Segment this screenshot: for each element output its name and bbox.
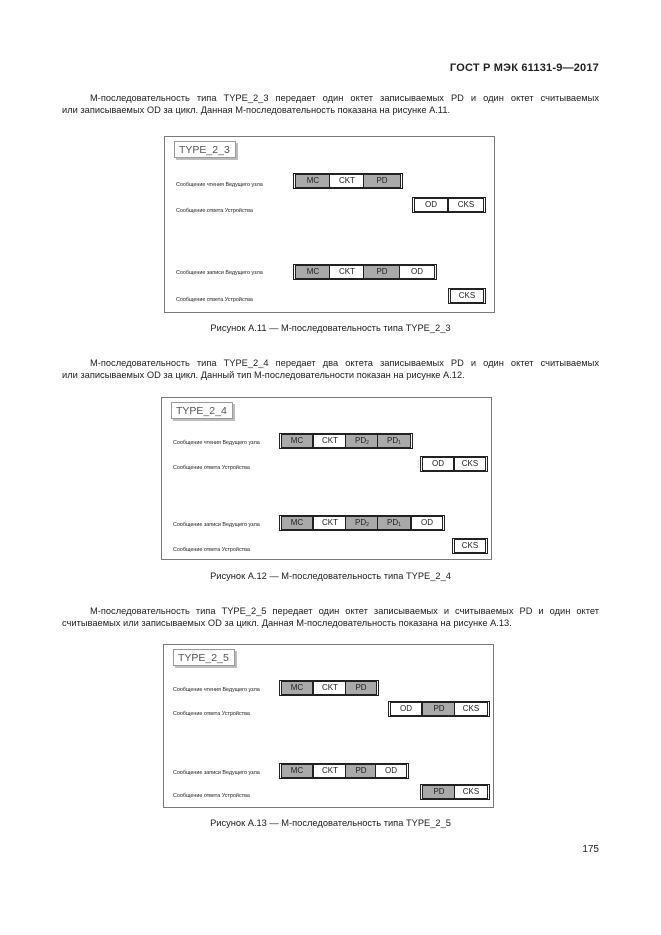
cks-field: CKS: [454, 702, 488, 716]
pd2-sub: 2: [366, 440, 369, 446]
paragraph-line: М-последовательность типа TYPE_2_5 передает один октет записываемых и считываемых PD и один октет: [90, 606, 599, 616]
od-field: OD: [411, 516, 443, 530]
cks-field: CKS: [450, 289, 484, 303]
paragraph-line: М-последовательность типа TYPE_2_3 передает один октет записываемых PD и один октет считываемых: [90, 93, 599, 103]
device-reply-label: Сообщение ответа Устройства: [176, 297, 253, 303]
pd1-sub: 1: [398, 440, 401, 446]
pd1-field: [377, 516, 411, 530]
pd1-text: PD: [387, 518, 399, 527]
od-field: OD: [390, 702, 422, 716]
cks-field: CKS: [448, 198, 484, 212]
mc-field: MC: [295, 174, 331, 188]
pd2-sub: 2: [366, 522, 369, 528]
master-read-label: Сообщение чтения Ведущего узла: [173, 687, 260, 693]
master-read-label: Сообщение чтения Ведущего узла: [173, 440, 260, 446]
paragraph-line: М-последовательность типа TYPE_2_4 передает два октета записываемых PD и один октет считываемых: [90, 358, 599, 368]
device-reply-label: Сообщение ответа Устройства: [176, 208, 253, 214]
od-field: OD: [422, 457, 454, 471]
device-reply-label: Сообщение ответа Устройства: [173, 547, 250, 553]
pd-field: PD: [345, 764, 377, 778]
figure-caption: Рисунок А.13 — М-последовательность типа TYPE_2_5: [210, 818, 451, 828]
mc-field: MC: [281, 681, 313, 695]
ckt-field: CKT: [313, 764, 347, 778]
pd2-field: [345, 434, 379, 448]
figure-type-2-3: [164, 136, 495, 313]
paragraph-type-2-4: [62, 357, 599, 381]
device-reply-label: Сообщение ответа Устройства: [173, 711, 250, 717]
pd-field: PD: [422, 785, 456, 799]
pd-field: PD: [422, 702, 456, 716]
pd2-text: PD: [355, 518, 367, 527]
pd-field: PD: [345, 681, 377, 695]
paragraph-type-2-5: [62, 605, 599, 629]
cks-field: CKS: [454, 785, 488, 799]
ckt-field: CKT: [329, 265, 365, 279]
document-header: ГОСТ Р МЭК 61131-9—2017: [449, 62, 599, 74]
mc-field: MC: [281, 516, 313, 530]
ckt-field: CKT: [313, 434, 347, 448]
od-field: OD: [414, 198, 448, 212]
paragraph-line: считываемых или записываемых OD за цикл. Данная М-последовательность показана на рисунке А.13.: [62, 618, 512, 628]
page-number: 175: [582, 844, 599, 855]
pd1-text: PD: [387, 436, 399, 445]
ckt-field: CKT: [313, 516, 347, 530]
ckt-field: CKT: [329, 174, 365, 188]
paragraph-line: или записываемых OD за цикл. Данный тип М-последовательности показан на рисунке А.12.: [62, 370, 465, 380]
paragraph-type-2-3: [62, 92, 599, 116]
mc-field: MC: [295, 265, 331, 279]
master-write-label: Сообщение записи Ведущего узла: [176, 270, 263, 276]
pd1-sub: 1: [398, 522, 401, 528]
figure-caption: Рисунок А.11 — М-последовательность типа TYPE_2_3: [210, 323, 451, 333]
device-reply-label: Сообщение ответа Устройства: [173, 793, 250, 799]
figure-type-2-4: [161, 397, 492, 560]
pd-field: PD: [363, 174, 401, 188]
figure-title-tag: TYPE_2_5: [173, 649, 235, 666]
od-field: OD: [375, 764, 407, 778]
master-read-label: Сообщение чтения Ведущего узла: [176, 182, 263, 188]
mc-field: MC: [281, 764, 313, 778]
pd-field: PD: [363, 265, 401, 279]
figure-caption: Рисунок А.12 — М-последовательность типа TYPE_2_4: [210, 571, 451, 581]
od-field: OD: [399, 265, 435, 279]
figure-type-2-5: [163, 644, 494, 808]
ckt-field: CKT: [313, 681, 347, 695]
figure-title-tag: TYPE_2_3: [174, 141, 236, 158]
device-reply-label: Сообщение ответа Устройства: [173, 465, 250, 471]
master-write-label: Сообщение записи Ведущего узла: [173, 522, 260, 528]
mc-field: MC: [281, 434, 313, 448]
cks-field: CKS: [454, 457, 486, 471]
paragraph-line: или записываемых OD за цикл. Данная М-последовательность показана на рисунке А.11.: [62, 105, 451, 115]
figure-title-tag: TYPE_2_4: [171, 402, 233, 419]
pd2-field: [345, 516, 379, 530]
cks-field: CKS: [454, 539, 486, 553]
pd2-text: PD: [355, 436, 367, 445]
master-write-label: Сообщение записи Ведущего узла: [173, 770, 260, 776]
pd1-field: [377, 434, 411, 448]
